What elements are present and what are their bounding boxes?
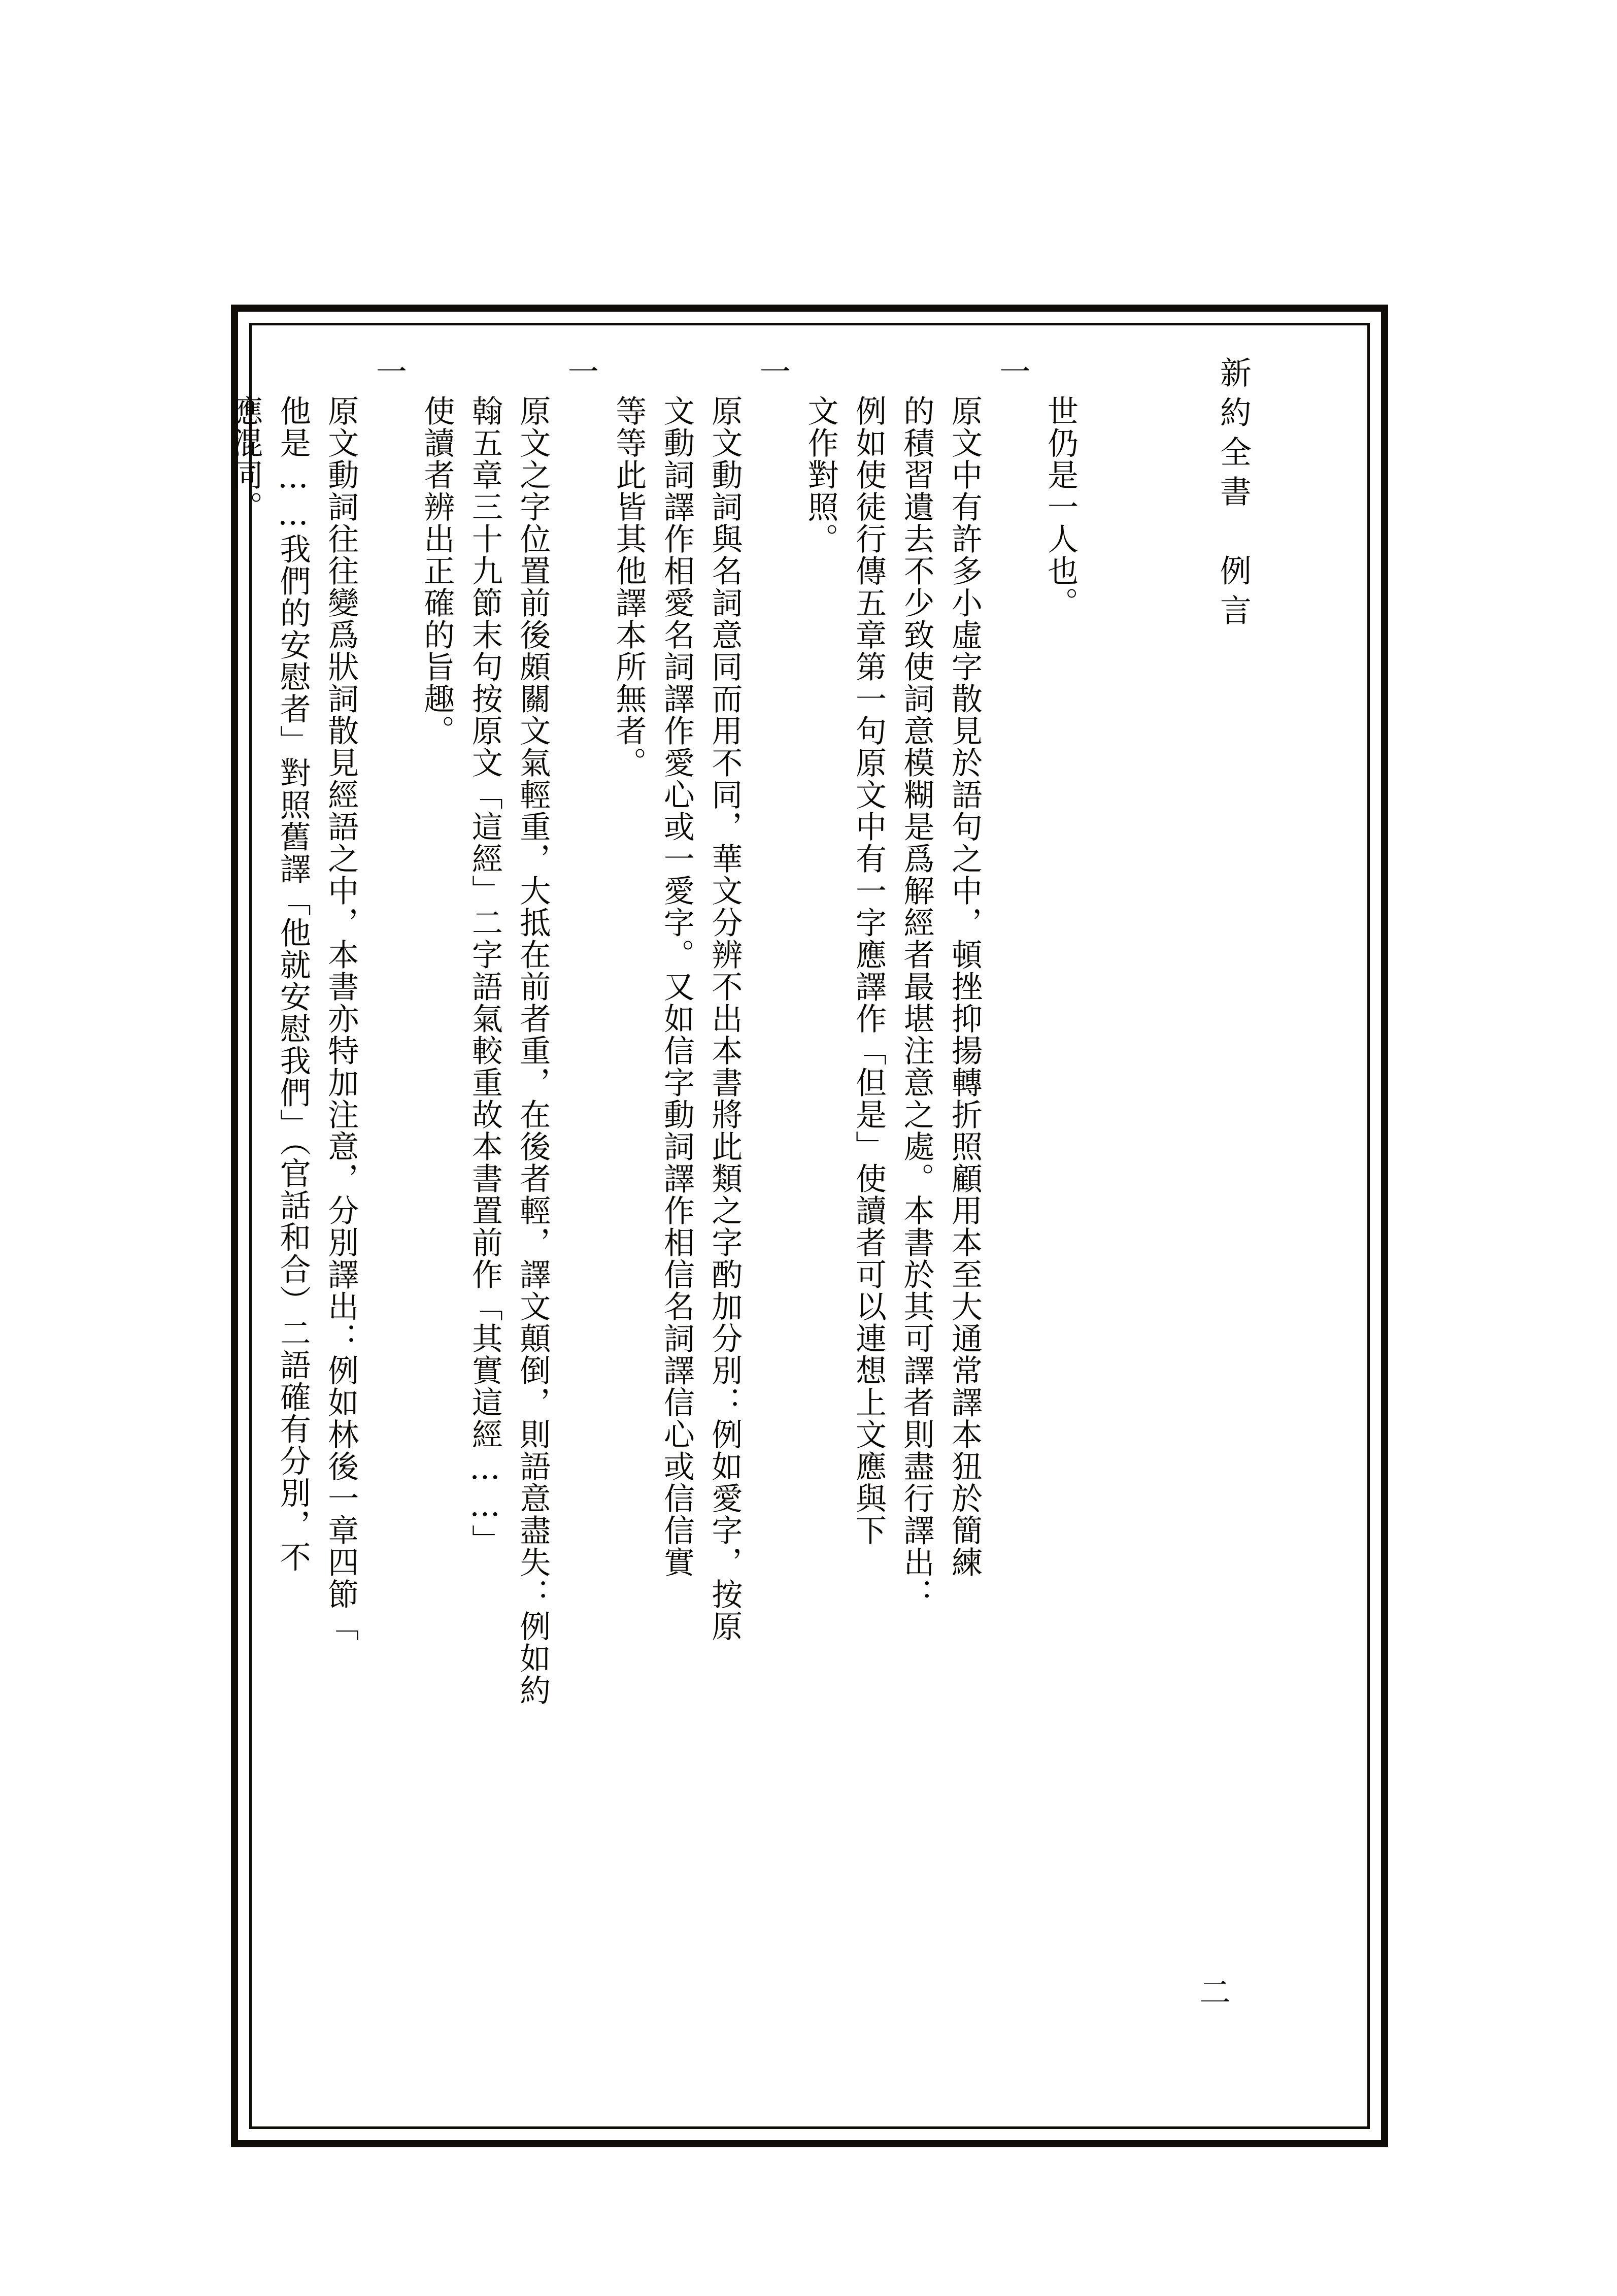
running-head-column	[1088, 353, 1337, 2099]
text-column-10: 等等此皆其他譯本所無者。	[611, 395, 647, 779]
list-marker-03: 一	[562, 355, 599, 387]
text-column-12: 原文之字位置前後頗關文氣輕重，大抵在前者重，在後者輕，譯文顛倒，則語意盡失：例如約	[515, 395, 551, 1706]
text-column-14: 使讀者辨出正確的旨趣。	[419, 395, 455, 747]
text-column-18: 應混同。	[227, 395, 263, 523]
list-marker-04: 一	[370, 355, 407, 387]
text-column-03: 原文中有許多小虛字散見於語句之中，頓挫抑揚轉折照顧用本至大通常譯本狃於簡練	[947, 395, 983, 1578]
text-column-04: 的積習遺去不少致使詞意模糊是爲解經者最堪注意之處。本書於其可譯者則盡行譯出：	[898, 395, 935, 1610]
text-column-17: 他是……我們的安慰者」對照舊譯「他就安慰我們」（官話和合）二語確有分別，不	[275, 395, 311, 1573]
text-column-08: 原文動詞與名詞意同而用不同，華文分辨不出本書將此類之字酌加分別：例如愛字，按原	[706, 395, 743, 1642]
text-column-05: 例如使徒行傳五章第一句原文中有一字應譯作「但是」使讀者可以連想上文應與下	[850, 395, 887, 1546]
text-column-01: 世仍是一人也。	[1042, 395, 1079, 619]
text-column-09: 文動詞譯作相愛名詞譯作愛心或一愛字。又如信字動詞譯作相信名詞譯信心或信信實	[658, 395, 695, 1578]
page-border-inner	[227, 323, 1370, 2129]
running-head-title: 新約全書 例言	[1215, 356, 1252, 634]
text-column-13: 翰五章三十九節末句按原文「這經」二字語氣較重故本書置前作「其實這經……」	[466, 395, 503, 1556]
page-number: 二	[1194, 1976, 1231, 2007]
list-marker-02: 一	[754, 355, 791, 387]
list-marker-01: 一	[994, 355, 1031, 387]
text-column-16: 原文動詞往往變爲狀詞散見經語之中，本書亦特加注意，分別譯出：例如林後一章四節「	[323, 395, 359, 1642]
vertical-text-area	[227, 353, 1337, 2099]
page-border-outer	[227, 305, 1388, 2147]
text-column-06: 文作對照。	[802, 395, 839, 555]
